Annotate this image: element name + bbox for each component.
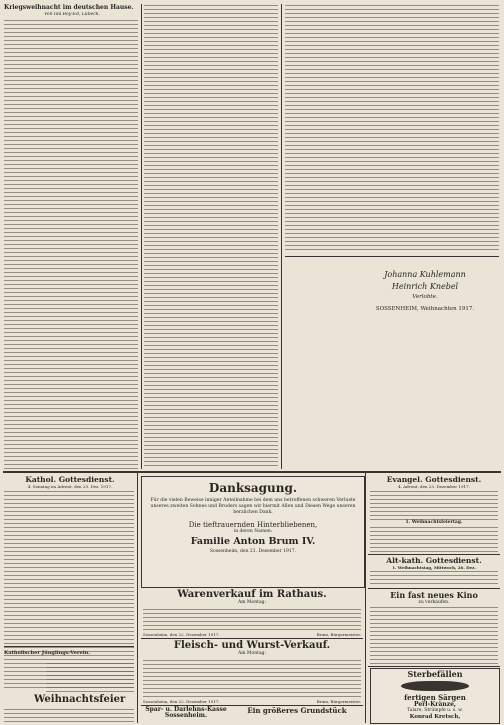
column-rule (281, 4, 282, 469)
evang-text-2 (370, 526, 498, 552)
sterbe-ad (370, 668, 500, 724)
name-2: Heinrich Knebel (391, 282, 459, 291)
dank-body: Für die vielen Beweise inniger Anteilnahme bei dem uns betroffenen schweren Verluste unseres zweiten Sohnes und Bruders sagen wir hiermit Allen und Diesen Wege unseren herzlichen Dank. (150, 498, 356, 515)
kath-title: Kathol. Gottesdienst. (25, 475, 115, 484)
fleisch-date: Sossenheim, den 22. Dezember 1917. (143, 699, 220, 704)
fleisch-footer (143, 699, 361, 704)
waren-sub: Am Montag: (237, 600, 267, 605)
sterbe-title: Sterbefällen (407, 669, 463, 679)
evang-title: Evangel. Gottesdienst. (386, 475, 482, 484)
waren-text (143, 608, 361, 632)
dank-title: Danksagung. (208, 481, 298, 495)
coffin-icon (401, 681, 469, 691)
waren-sign: Brum, Bürgermeister. (316, 632, 361, 637)
fleisch-ad (141, 640, 363, 656)
altkath-title: Alt-kath. Gottesdienst. (386, 556, 482, 565)
engagement-notice (360, 270, 490, 312)
sterbe-line3: Talare, Strümpfe u. s. w. (407, 708, 463, 713)
article-title: Kriegsweihnacht im deutschen Hause. (4, 4, 134, 11)
divider (368, 666, 500, 667)
column-rule (365, 473, 366, 723)
waren-footer (143, 632, 361, 637)
rental-ads (370, 606, 498, 664)
spar-ad (141, 707, 231, 723)
kino-ad (368, 590, 500, 605)
evang-text (370, 490, 498, 520)
dank-date: Sossenheim, den 21. Dezember 1917. (209, 549, 297, 554)
article-col-1 (4, 19, 138, 469)
status: Verlobte. (412, 294, 438, 300)
waren-title: Warenverkauf im Rathaus. (177, 589, 327, 600)
dank-prefix: in deren Namen: (233, 529, 273, 534)
jugend-title: Katholischer Jünglings-Verein. (4, 650, 90, 656)
sterbe-name: Konrad Kretsch, (409, 714, 461, 720)
altkath-service (368, 556, 500, 570)
evang-section: 1. Weihnachtsfeiertag. (405, 520, 463, 525)
altkath-section: 1. Weihnachtstag, Mittwoch, 26. Dez. (392, 565, 476, 570)
kath-service (4, 475, 136, 489)
article-col-2 (144, 4, 278, 469)
evang-service (368, 475, 500, 489)
divider (4, 646, 134, 647)
divider (368, 588, 500, 589)
altkath-text (370, 570, 498, 586)
kath-date: 4. Sonntag im Advent, den 23. Dez. 1917. (27, 484, 113, 489)
fleisch-sign: Brum, Bürgermeister. (316, 699, 361, 704)
kino-sub: zu verkaufen. (418, 600, 450, 605)
dank-mourners: Die tieftrauernden Hinterbliebenen, (188, 521, 318, 529)
sterbe-line1: fertigen Särgen (404, 693, 466, 702)
fleisch-title: Fleisch- und Wurst-Verkauf. (173, 640, 331, 651)
waren-date: Sossenheim, den 22. Dezember 1917. (143, 632, 220, 637)
sterbe-line2: Perl-Kränze, (413, 701, 457, 708)
grund-ad (232, 707, 362, 723)
divider (285, 256, 499, 257)
name-1: Johanna Kuhlemann (384, 270, 466, 279)
jugend-ad (4, 650, 134, 722)
fleisch-text (143, 659, 361, 699)
fleisch-sub: Am Montag: (237, 651, 267, 656)
article-byline: Von Ida Boy-Ed, Lübeck. (44, 12, 100, 17)
article-col-3 (285, 4, 499, 252)
waren-ad (141, 589, 363, 605)
danksagung-box (141, 476, 365, 588)
divider (141, 638, 363, 639)
kino-title: Ein fast neues Kino (390, 590, 478, 600)
place: SOSSENHEIM, Weihnachten 1917. (375, 306, 475, 312)
divider (368, 554, 500, 555)
grund-title: Ein größeres Grundstück (247, 706, 347, 715)
jugend-event: Weihnachtsfeier (34, 694, 126, 705)
dank-family: Familie Anton Brum IV. (190, 536, 316, 547)
column-rule (137, 473, 138, 723)
column-rule (141, 4, 142, 469)
section-rule (3, 471, 501, 473)
evang-date: 4. Advent, den 23. Dezember 1917. (398, 484, 470, 489)
spar-title: Spar- u. Darlehns-Kasse Sossenheim. (145, 706, 227, 719)
